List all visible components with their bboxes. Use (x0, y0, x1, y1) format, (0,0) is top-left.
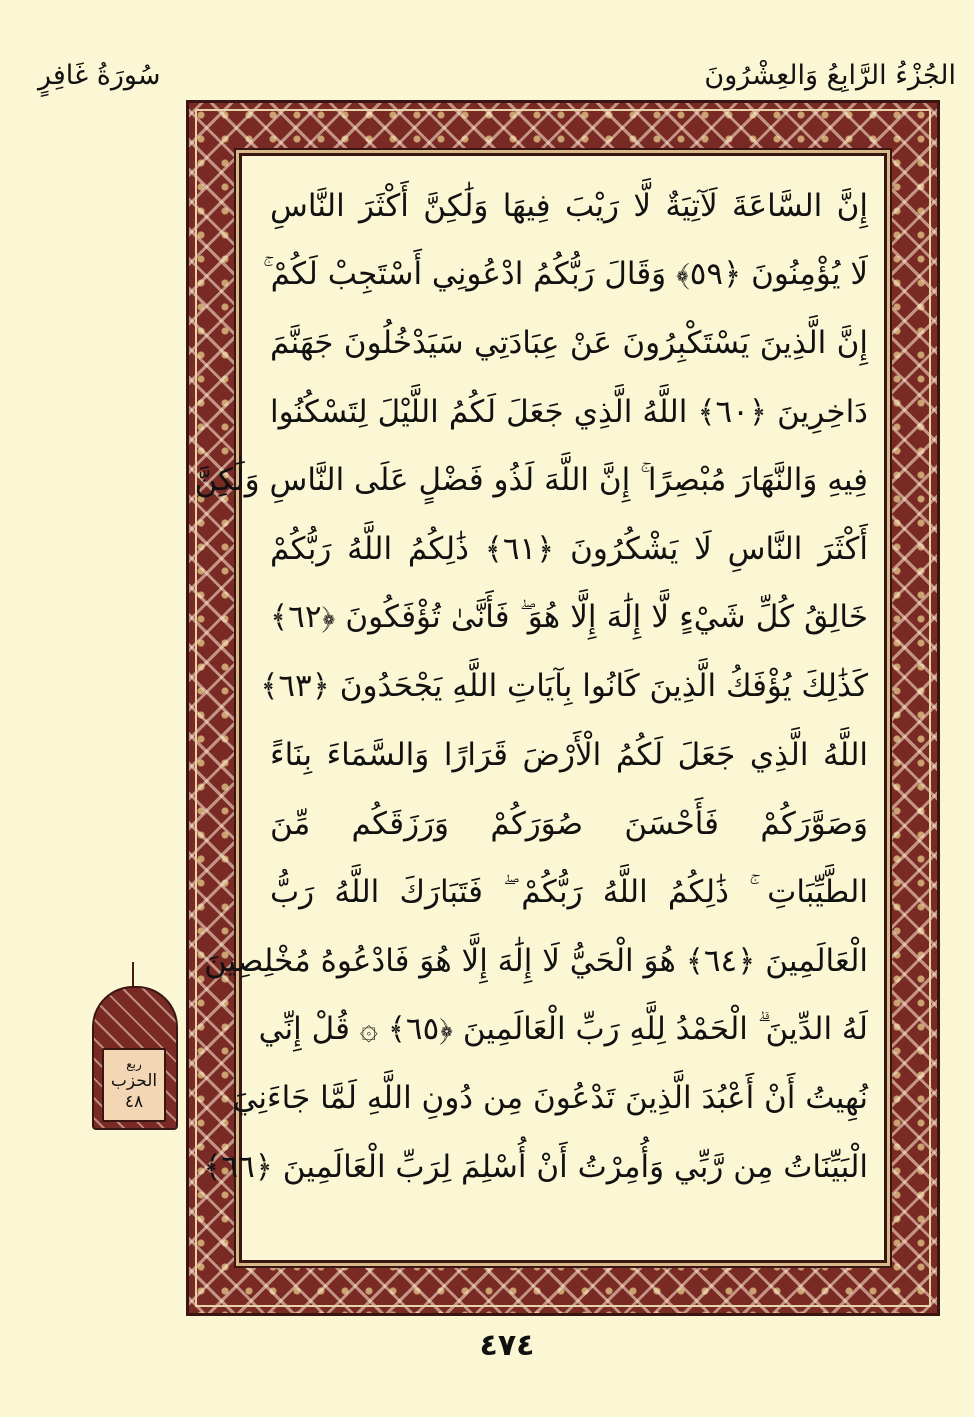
verse-line (262, 241, 868, 310)
hizb-marker-plate (102, 1048, 166, 1122)
verse-line-text: أَكْثَرَ النَّاسِ لَا يَشْكُرُونَ ﴿٦١﴾ ذَٰلِكُمُ اللَّهُ رَبُّكُمْ (270, 531, 868, 568)
verse-line-text: لَهُ الدِّينَ ۗ الْحَمْدُ لِلَّهِ رَبِّ الْعَالَمِينَ ﴿٦٥﴾ ۞ قُلْ إِنِّي (258, 1010, 868, 1047)
verse-line (270, 515, 868, 584)
verse-line-text: خَالِقُ كُلِّ شَيْءٍ لَّا إِلَٰهَ إِلَّا هُوَ ۖ فَأَنَّىٰ تُؤْفَكُونَ ﴿٦٢﴾ (270, 599, 868, 636)
verse-line (203, 1132, 868, 1201)
verse-line-text: الْعَالَمِينَ ﴿٦٤﴾ هُوَ الْحَيُّ لَا إِلَٰهَ إِلَّا هُوَ فَادْعُوهُ مُخْلِصِينَ (204, 942, 868, 979)
verse-line-text: إِنَّ الَّذِينَ يَسْتَكْبِرُونَ عَنْ عِبَادَتِي سَيَدْخُلُونَ جَهَنَّمَ (270, 325, 868, 362)
verse-line-text: نُهِيتُ أَنْ أَعْبُدَ الَّذِينَ تَدْعُونَ مِن دُونِ اللَّهِ لَمَّا جَاءَنِيَ (232, 1080, 868, 1117)
verse-line (232, 1064, 868, 1133)
verse-line (270, 858, 868, 927)
verse-line (258, 995, 868, 1064)
verse-line (270, 378, 868, 447)
verse-line-text: فِيهِ وَالنَّهَارَ مُبْصِرًا ۚ إِنَّ اللَّهَ لَذُو فَضْلٍ عَلَى النَّاسِ وَلَٰكِنَّ (194, 462, 868, 499)
verse-line-text: اللَّهُ الَّذِي جَعَلَ لَكُمُ الْأَرْضَ قَرَارًا وَالسَّمَاءَ بِنَاءً (270, 737, 868, 774)
verse-text (194, 172, 868, 1244)
verse-line (194, 446, 868, 515)
verse-line-text: الطَّيِّبَاتِ ۚ ذَٰلِكُمُ اللَّهُ رَبُّكُمْ ۖ فَتَبَارَكَ اللَّهُ رَبُّ (270, 873, 868, 910)
verse-line (270, 584, 868, 653)
verse-line (260, 652, 868, 721)
hizb-quarter-label: ربع (126, 1057, 142, 1071)
verse-line-text: دَاخِرِينَ ﴿٦٠﴾ اللَّهُ الَّذِي جَعَلَ لَكُمُ اللَّيْلَ لِتَسْكُنُوا (270, 394, 868, 431)
verse-line-text: لَا يُؤْمِنُونَ ﴿٥٩﴾ وَقَالَ رَبُّكُمُ ادْعُونِي أَسْتَجِبْ لَكُمْ ۚ (262, 256, 868, 293)
verse-line (270, 789, 868, 858)
juz-name: الجُزْءُ الرَّابِعُ وَالعِشْرُونَ (704, 60, 956, 91)
verse-line (204, 927, 868, 996)
text-panel (194, 153, 887, 1263)
verse-line-text: كَذَٰلِكَ يُؤْفَكُ الَّذِينَ كَانُوا بِآيَاتِ اللَّهِ يَجْحَدُونَ ﴿٦٣﴾ (260, 668, 868, 705)
verse-line (270, 721, 868, 790)
verse-line (270, 309, 868, 378)
hizb-number: ٤٨ (124, 1092, 144, 1112)
verse-line-text: الْبَيِّنَاتُ مِن رَّبِّي وَأُمِرْتُ أَنْ أُسْلِمَ لِرَبِّ الْعَالَمِينَ ﴿٦٦﴾ (203, 1148, 868, 1185)
verse-line-text: وَصَوَّرَكُمْ فَأَحْسَنَ صُوَرَكُمْ وَرَزَقَكُم مِّنَ (270, 805, 868, 842)
hizb-label: الحزب (110, 1071, 158, 1091)
verse-line-text: إِنَّ السَّاعَةَ لَآتِيَةٌ لَّا رَيْبَ فِيهَا وَلَٰكِنَّ أَكْثَرَ النَّاسِ (270, 188, 868, 225)
surah-name: سُورَةُ غَافِرٍ (38, 60, 161, 91)
hizb-marker (88, 962, 180, 1132)
ornamental-frame (186, 100, 940, 1316)
page-number: ٤٧٤ (479, 1328, 535, 1363)
verse-line (270, 172, 868, 241)
